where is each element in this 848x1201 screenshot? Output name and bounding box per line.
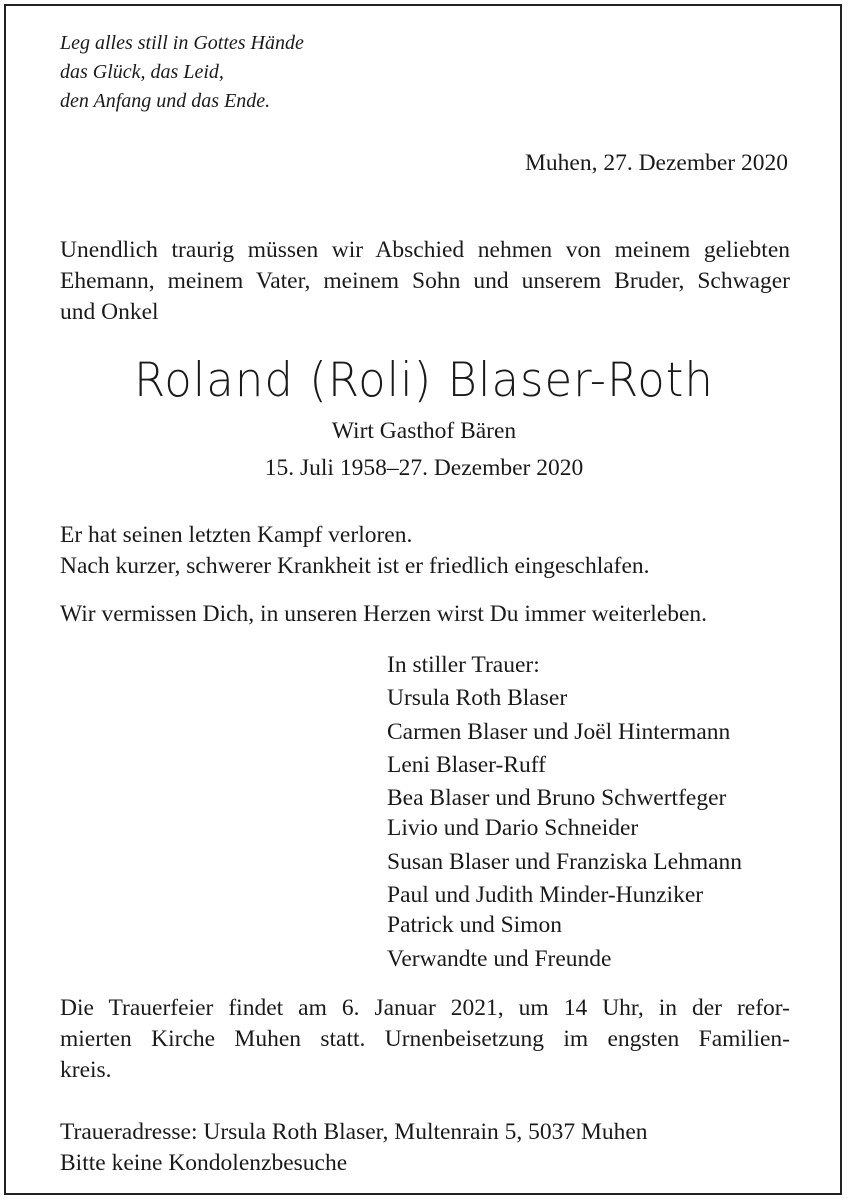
mourner-name: Paul und Judith Minder-Hunziker	[387, 882, 704, 909]
mourners-list	[387, 650, 742, 974]
place-date: Muhen, 27. Dezember 2020	[525, 150, 788, 176]
mourner-name: Patrick und Simon	[387, 912, 562, 939]
intro-line: Unendlich traurig müssen wir Abschied nehmen von meinem geliebten	[60, 237, 790, 263]
mourner-name: Susan Blaser und Franziska Lehmann	[387, 848, 743, 875]
deceased-occupation: Wirt Gasthof Bären	[331, 418, 517, 444]
mourner-name: Livio und Dario Schneider	[387, 815, 639, 842]
intro-line: und Onkel	[60, 299, 159, 325]
message-line: Er hat seinen letzten Kampf verloren.	[60, 522, 413, 548]
mourners-heading: In stiller Trauer:	[387, 652, 540, 678]
life-dates: 15. Juli 1958–27. Dezember 2020	[264, 455, 584, 481]
motto-line: Leg alles still in Gottes Hände	[60, 32, 304, 54]
message-line: Nach kurzer, schwerer Krankheit ist er friedlich eingeschlafen.	[60, 553, 650, 579]
motto-line: das Glück, das Leid,	[60, 61, 224, 83]
deceased-name: Roland (Roli) Blaser-Roth	[134, 351, 714, 408]
mourner-name: Ursula Roth Blaser	[387, 685, 568, 712]
remembrance-message: Wir vermissen Dich, in unseren Herzen wirst Du immer weiterleben.	[60, 601, 708, 627]
ceremony-line: kreis.	[60, 1057, 112, 1083]
mourner-name: Carmen Blaser und Joël Hintermann	[387, 718, 731, 745]
ceremony-line: mierten Kirche Muhen statt. Urnenbeisetzung im engsten Familien-	[60, 1026, 790, 1052]
ceremony-info	[60, 993, 790, 1086]
mourning-address: Traueradresse: Ursula Roth Blaser, Multenrain 5, 5037 Muhen	[60, 1119, 648, 1145]
farewell-message	[60, 520, 650, 582]
ceremony-line: Die Trauerfeier findet am 6. Januar 2021, um 14 Uhr, in der refor-	[60, 995, 790, 1021]
intro-paragraph	[60, 235, 790, 328]
mourner-name: Bea Blaser und Bruno Schwertfeger	[387, 785, 727, 812]
footer-info	[60, 1117, 648, 1179]
motto-line: den Anfang und das Ende.	[60, 90, 271, 112]
intro-line: Ehemann, meinem Vater, meinem Sohn und unserem Bruder, Schwager	[60, 268, 790, 294]
motto-verse	[60, 29, 304, 116]
condolence-note: Bitte keine Kondolenzbesuche	[60, 1150, 348, 1176]
mourner-name: Verwandte und Freunde	[387, 945, 612, 972]
mourner-name: Leni Blaser-Ruff	[387, 751, 546, 778]
